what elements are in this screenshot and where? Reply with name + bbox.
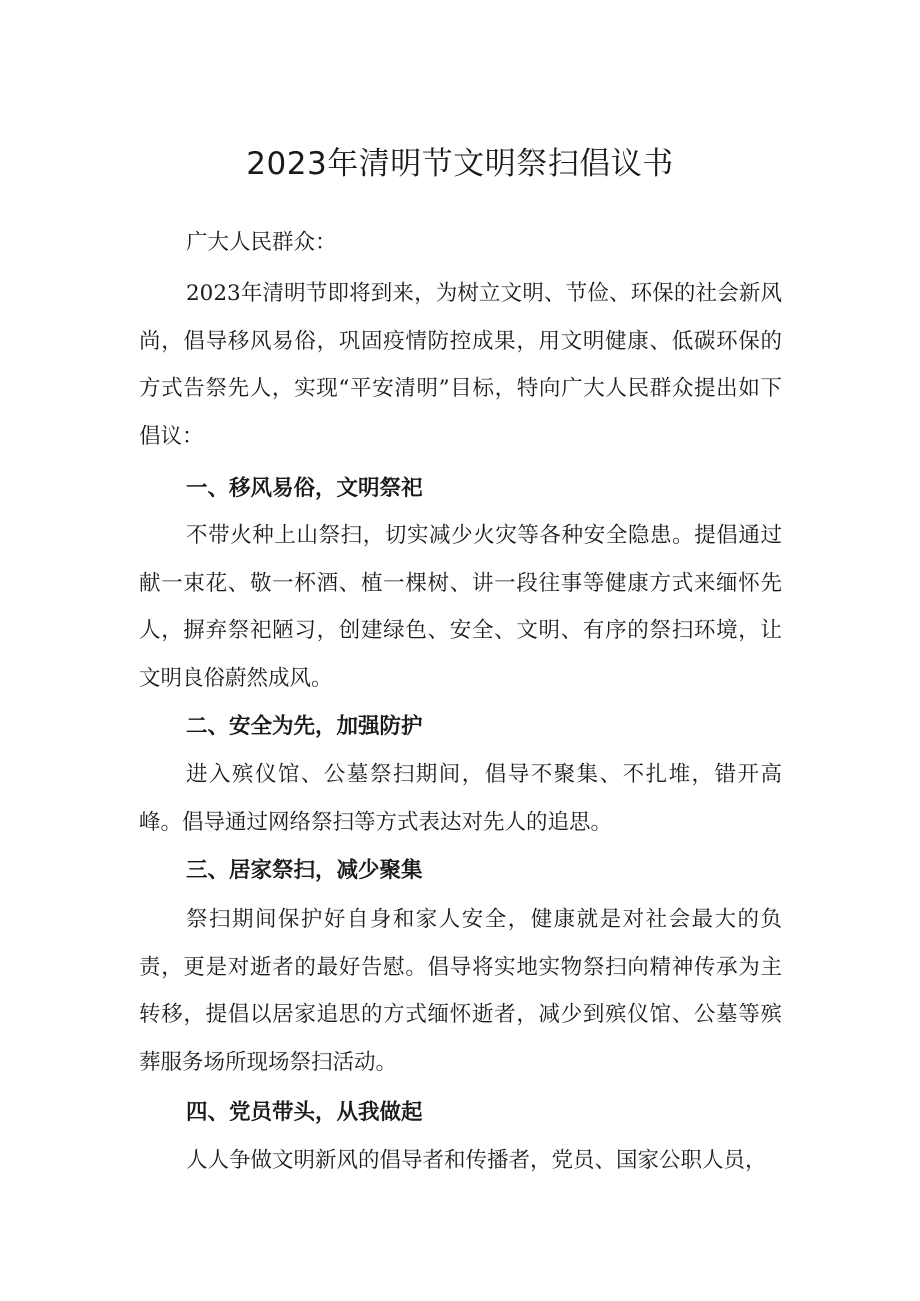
section-text-1: 不带火种上山祭扫，切实减少火灾等各种安全隐患。提倡通过献一束花、敬一杯酒、植一棵树、讲一段往事等健康方式来缅怀先人，摒弃祭祀陋习，创建绿色、安全、文明、有序的祭扫环境，让文明良俗蔚然成风。 [139, 523, 782, 691]
section-text-4: 人人争做文明新风的倡导者和传播者，党员、国家公职人员， [186, 1148, 767, 1173]
salutation: 广大人民群众： [186, 230, 337, 255]
document-title: 2023年清明节文明祭扫倡议书 [246, 146, 674, 182]
intro-paragraph: 2023年清明节即将到来，为树立文明、节俭、环保的社会新风尚，倡导移风易俗，巩固疫情防控成果，用文明健康、低碳环保的方式告祭先人，实现“平安清明”目标，特向广大人民群众提出如下倡议： [139, 281, 782, 449]
section-heading-4: 四、党员带头，从我做起 [186, 1100, 423, 1125]
section-heading-2: 二、安全为先，加强防护 [186, 714, 423, 739]
section-text-3: 祭扫期间保护好自身和家人安全，健康就是对社会最大的负责，更是对逝者的最好告慰。倡导将实地实物祭扫向精神传承为主转移，提倡以居家追思的方式缅怀逝者，减少到殡仪馆、公墓等殡葬服务场所现场祭扫活动。 [139, 907, 782, 1075]
section-heading-3: 三、居家祭扫，减少聚集 [186, 858, 423, 883]
section-text-2: 进入殡仪馆、公墓祭扫期间，倡导不聚集、不扎堆，错开高峰。倡导通过网络祭扫等方式表达对先人的追思。 [139, 762, 782, 835]
section-heading-1: 一、移风易俗，文明祭祀 [186, 476, 423, 501]
